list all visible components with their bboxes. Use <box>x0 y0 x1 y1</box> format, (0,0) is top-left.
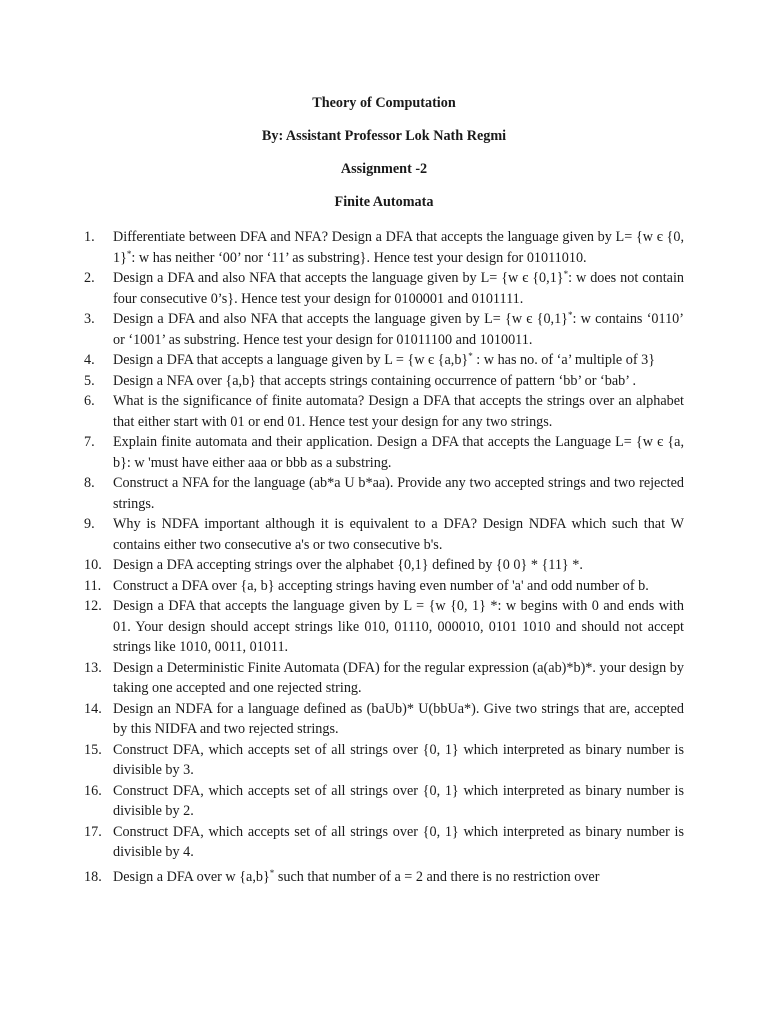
question-item <box>84 555 684 576</box>
question-text-continued: : w has neither ‘00’ nor ‘11’ as substring}. Hence test your design for 01011010. <box>131 249 587 266</box>
kleene-star-superscript: * <box>468 351 473 361</box>
question-number: 12. <box>84 598 102 614</box>
question-text: Design a DFA that accepts the language given by L = {w {0, 1} *: w begins with 0 and ends with 01. Your design should accept strings like 010, 01110, 000010, 0101 1010 and should not accept strings like 1010, 0011, 01011. <box>113 598 684 655</box>
question-text: Design a Deterministic Finite Automata (DFA) for the regular expression (a(ab)*b)*. your design by taking one accepted and one rejected string. <box>113 659 684 696</box>
question-item <box>84 699 684 740</box>
question-item <box>84 350 684 371</box>
question-item <box>84 391 684 432</box>
question-text-continued: such that number of a = 2 and there is no restriction over <box>274 868 600 885</box>
question-item <box>84 268 684 309</box>
question-text: Design a DFA and also NFA that accepts the language given by L= {w є {0,1} <box>113 311 568 327</box>
question-text: What is the significance of finite automata? Design a DFA that accepts the strings over an alphabet that either start with 01 or end 01. Hence test your design for any two strings. <box>113 393 684 430</box>
question-number: 16. <box>84 782 102 799</box>
question-number: 3. <box>84 311 95 327</box>
question-item <box>84 371 684 392</box>
question-text: Construct DFA, which accepts set of all strings over {0, 1} which interpreted as binary number is divisible by 2. <box>113 782 684 819</box>
question-item <box>84 596 684 658</box>
question-text: Construct a DFA over {a, b} accepting strings having even number of 'a' and odd number of b. <box>113 577 649 594</box>
question-list <box>84 227 684 887</box>
question-text-continued: : w has no. of ‘a’ multiple of 3} <box>472 352 656 368</box>
question-item <box>84 576 684 597</box>
question-item <box>84 309 684 350</box>
kleene-star-superscript: * <box>563 269 569 279</box>
question-text: Design a DFA over w {a,b} <box>113 868 270 885</box>
question-number: 17. <box>84 823 102 840</box>
question-item <box>84 514 684 555</box>
kleene-star-superscript: * <box>568 310 573 320</box>
question-text: Design a DFA and also NFA that accepts the language given by L= {w є {0,1} <box>113 270 564 286</box>
question-item <box>84 658 684 699</box>
question-text: Differentiate between DFA and NFA? Design a DFA that accepts the language given by L= {w є {0, 1} <box>113 229 684 266</box>
question-item <box>84 740 684 781</box>
question-item <box>84 473 684 514</box>
question-number: 5. <box>84 372 95 389</box>
kleene-star-superscript: * <box>269 867 275 878</box>
question-number: 14. <box>84 700 102 717</box>
question-item <box>84 822 684 863</box>
question-item <box>84 781 684 822</box>
question-number: 6. <box>84 393 95 409</box>
kleene-star-superscript: * <box>126 248 132 259</box>
question-text: Design an NDFA for a language defined as (baUb)* U(bbUa*). Give two strings that are, accepted by this NIDFA and two rejected strings. <box>113 700 684 737</box>
question-text: Explain finite automata and their application. Design a DFA that accepts the Language L= {w є {a, b}: w 'must have either aaa or bbb as a substring. <box>113 434 684 471</box>
assignment-label: Assignment -2 <box>340 161 428 177</box>
question-number: 18. <box>84 868 102 885</box>
question-text-continued: : w does not contain four consecutive 0’s}. Hence test your design for 0100001 and 0101111. <box>113 270 684 307</box>
question-text: Construct DFA, which accepts set of all strings over {0, 1} which interpreted as binary number is divisible by 4. <box>113 823 684 860</box>
question-number: 2. <box>84 270 95 286</box>
question-number: 13. <box>84 659 102 676</box>
question-text: Construct DFA, which accepts set of all strings over {0, 1} which interpreted as binary number is divisible by 3. <box>113 741 684 778</box>
question-number: 9. <box>84 516 95 532</box>
question-item <box>84 432 684 473</box>
question-number: 7. <box>84 434 95 450</box>
question-number: 15. <box>84 741 102 758</box>
question-text: Why is NDFA important although it is equivalent to a DFA? Design NDFA which such that W contains either two consecutive a's or two consecutive b's. <box>113 516 684 553</box>
author-line: By: Assistant Professor Lok Nath Regmi <box>261 128 507 144</box>
question-item <box>84 227 684 268</box>
question-number: 1. <box>84 229 95 245</box>
question-item <box>84 867 684 888</box>
question-text: Design a DFA accepting strings over the alphabet {0,1} defined by {0 0} * {11} *. <box>113 557 583 573</box>
question-number: 4. <box>84 352 95 368</box>
question-text: Design a NFA over {a,b} that accepts strings containing occurrence of pattern ‘bb’ or ‘bab’ . <box>113 372 637 389</box>
question-text: Construct a NFA for the language (ab*a U b*aa). Provide any two accepted strings and two rejected strings. <box>113 475 684 512</box>
question-number: 10. <box>84 557 102 573</box>
question-text-continued: : w contains ‘0110’ or ‘1001’ as substring. Hence test your design for 01011100 and 1010011. <box>113 311 684 348</box>
question-number: 11. <box>84 577 102 594</box>
question-number: 8. <box>84 475 95 491</box>
topic-heading: Finite Automata <box>334 194 434 210</box>
question-text: Design a DFA that accepts a language given by L = {w є {a,b} <box>113 352 469 368</box>
document-title: Theory of Computation <box>312 95 456 111</box>
